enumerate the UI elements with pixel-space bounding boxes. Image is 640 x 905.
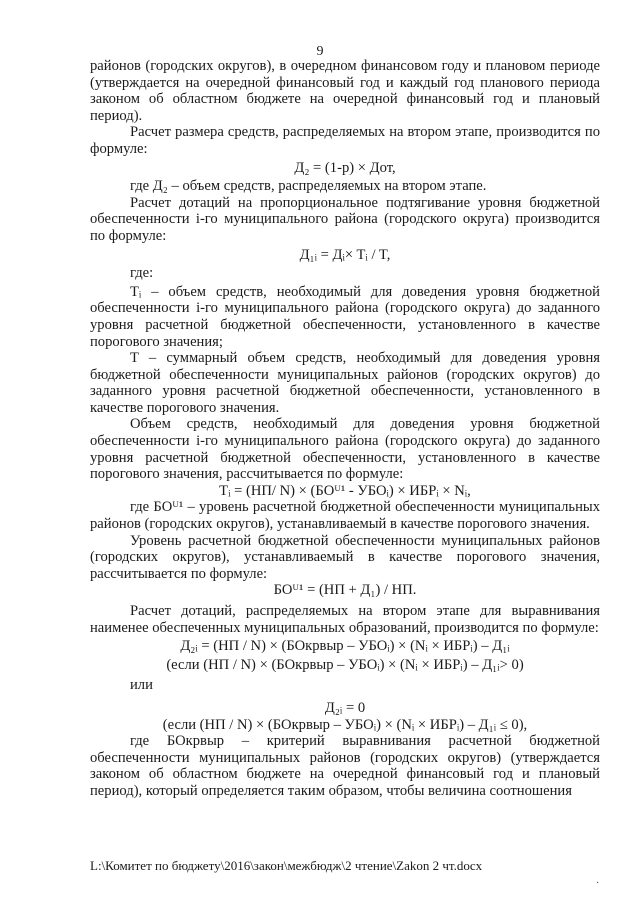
- formula-bo: БОᵁ¹ = (НП + Д₁) / НП.: [273, 582, 417, 599]
- formula-d1i: Д₁ᵢ = Дᵢ× Tᵢ / T,: [299, 246, 391, 263]
- formula-d2i-condition: (если (НП / N) × (БОкрвыр – УБОᵢ) × (Nᵢ × ИБРᵢ) – Д₁ᵢ> 0): [166, 656, 524, 673]
- footer-file-path: L:\Комитет по бюджету\2016\закон\межбюдж\2 чтение\Zakon 2 чт.docx: [90, 858, 483, 873]
- paragraph-t-definition: T – суммарный объем средств, необходимый для доведения уровня бюджетной обеспеченности муниципальных районов (городских округов) до заданного уровня расчетной бюджетной обеспеченности, установленного в качестве порогового значения.: [90, 350, 600, 416]
- paragraph-10: Расчет дотаций, распределяемых на втором этапе для выравнивания наименее обеспеченных муниципальных образований, производится по формуле:: [90, 603, 600, 636]
- or-label: или: [130, 677, 153, 694]
- paragraph-7: Объем средств, необходимый для доведения уровня бюджетной обеспеченности i-го муниципального района (городского округа) до заданного уровня расчетной бюджетной обеспеченности, установленного в качестве порогового значения, рассчитывается по формуле:: [90, 416, 600, 483]
- formula-d2i-zero-condition: (если (НП / N) × (БОкрвыр – УБОᵢ) × (Nᵢ × ИБРᵢ) – Д₁ᵢ ≤ 0),: [162, 716, 528, 733]
- formula-d2i: Д₂ᵢ = (НП / N) × (БОкрвыр – УБОᵢ) × (Nᵢ × ИБРᵢ) – Д₁ᵢ: [180, 638, 510, 655]
- paragraph-9: Уровень расчетной бюджетной обеспеченности муниципальных районов (городских округов), устанавливаемый в качестве порогового значения, рассчитывается по формуле:: [90, 532, 600, 582]
- document-body: [90, 58, 600, 800]
- paragraph-3: где Д₂ – объем средств, распределяемых на втором этапе.: [130, 178, 487, 195]
- page-number: 9: [316, 44, 324, 59]
- formula-ti: Tᵢ = (НП/ N) × (БОᵁ¹ - УБОᵢ) × ИБРᵢ × Nᵢ,: [219, 482, 471, 499]
- paragraph-ti-definition: Tᵢ – объем средств, необходимый для доведения уровня бюджетной обеспеченности i-го муниципального района (городского округа) до заданного уровня расчетной бюджетной обеспеченности, установленного в качестве порогового значения;: [90, 283, 600, 350]
- paragraph-1: районов (городских округов), в очередном финансовом году и плановом периоде (утверждается на очередной финансовый год и каждый год планового периода законом об областном бюджете на очередной финансовый год и плановый период).: [90, 58, 600, 124]
- where-label: где:: [130, 265, 154, 282]
- scan-mark: ·: [596, 878, 600, 889]
- paragraph-bokrvyr-definition: где БОкрвыр – критерий выравнивания расчетной бюджетной обеспеченности муниципальных районов (городских округов) (утверждается законом об областном бюджете на очередной финансовый год и плановый период), который определяется таким образом, чтобы величина соотношения: [90, 733, 600, 799]
- paragraph-bo-definition: где БОᵁ¹ – уровень расчетной бюджетной обеспеченности муниципальных районов (городских округов), устанавливаемый в качестве порогового значения.: [90, 499, 600, 533]
- paragraph-4: Расчет дотаций на пропорциональное подтягивание уровня бюджетной обеспеченности i-го муниципального района (городского округа) производится по формуле:: [90, 194, 600, 244]
- formula-d2: Д₂ = (1-р) × Дот,: [294, 159, 396, 176]
- paragraph-2: Расчет размера средств, распределяемых на втором этапе, производится по формуле:: [90, 124, 600, 157]
- formula-d2i-zero: Д₂ᵢ = 0: [324, 699, 366, 716]
